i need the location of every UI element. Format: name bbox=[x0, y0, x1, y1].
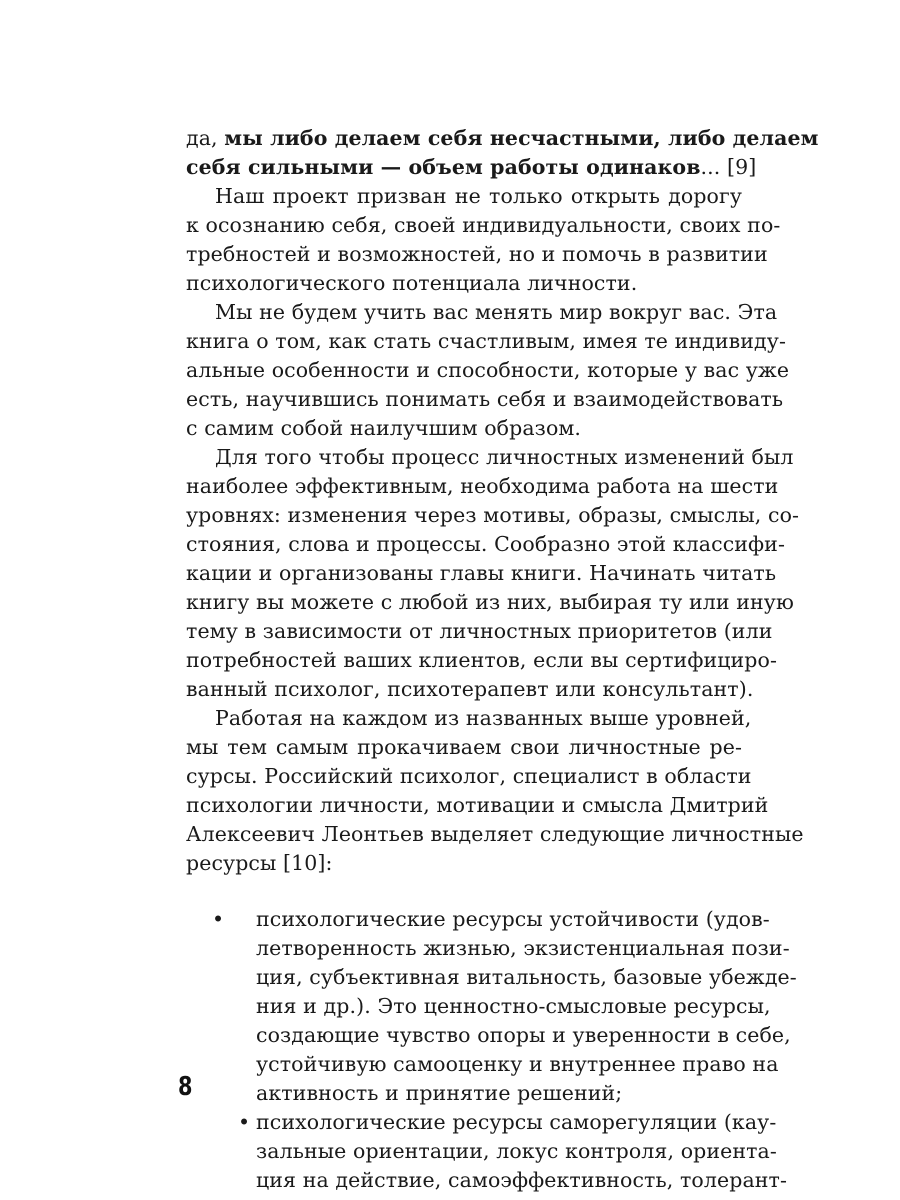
paragraph-line: Для того чтобы процесс личностных изменений был bbox=[215, 445, 794, 469]
paragraph-line: стояния, слова и процессы. Сообразно этой классифи- bbox=[186, 532, 785, 556]
paragraph-line: Наш проект призван не только открыть дорогу bbox=[215, 184, 742, 208]
spacer bbox=[186, 878, 742, 905]
resource-list bbox=[186, 905, 797, 1195]
paragraph-line: Алексеевич Леонтьев выделяет следующие личностные bbox=[186, 822, 804, 846]
list-line: ция на действие, самоэффективность, толерант- bbox=[256, 1168, 787, 1192]
body-text bbox=[186, 124, 819, 1195]
paragraph-line: ресурсы [10]: bbox=[186, 851, 333, 875]
paragraph-line: наиболее эффективным, необходима работа на шести bbox=[186, 474, 779, 498]
paragraph-2 bbox=[186, 298, 790, 443]
paragraph-line: психологического потенциала личности. bbox=[186, 271, 638, 295]
list-line: активность и принятие решений; bbox=[256, 1081, 623, 1105]
list-line: зальные ориентации, локус контроля, ориента- bbox=[256, 1139, 777, 1163]
list-line: ния и др.). Это ценностно-смысловые ресурсы, bbox=[256, 994, 771, 1018]
list-item bbox=[186, 905, 797, 1108]
paragraph-3 bbox=[186, 443, 800, 704]
bullet-icon: • bbox=[238, 1110, 251, 1134]
paragraph-line: Мы не будем учить вас менять мир вокруг вас. Эта bbox=[215, 300, 778, 324]
intro-bold-1: мы либо делаем себя несчастными, либо делаем bbox=[224, 126, 819, 150]
paragraph-line: есть, научившись понимать себя и взаимодействовать bbox=[186, 387, 784, 411]
list-line: психологические ресурсы саморегуляции (кау- bbox=[256, 1110, 777, 1134]
paragraph-line: книга о том, как стать счастливым, имея те индивиду- bbox=[186, 329, 786, 353]
list-line: психологические ресурсы устойчивости (удов- bbox=[256, 907, 770, 931]
paragraph-line: уровнях: изменения через мотивы, образы, смыслы, со- bbox=[186, 503, 800, 527]
paragraph-line: сурсы. Российский психолог, специалист в области bbox=[186, 764, 752, 788]
paragraph-line: потребностей ваших клиентов, если вы сертифициро- bbox=[186, 648, 777, 672]
paragraph-1 bbox=[186, 182, 781, 298]
paragraph-4 bbox=[186, 704, 804, 878]
list-line: ция, субъективная витальность, базовые убежде- bbox=[256, 965, 797, 989]
list-line: создающие чувство опоры и уверенности в себе, bbox=[256, 1023, 791, 1047]
paragraph-line: альные особенности и способности, которые у вас уже bbox=[186, 358, 790, 382]
paragraph-line: мы тем самым прокачиваем свои личностные ре- bbox=[186, 735, 742, 759]
list-line: летворенность жизнью, экзистенциальная пози- bbox=[256, 936, 790, 960]
intro-line-2 bbox=[186, 153, 757, 182]
paragraph-line: кации и организованы главы книги. Начинать читать bbox=[186, 561, 777, 585]
paragraph-line: Работая на каждом из названных выше уровней, bbox=[215, 706, 752, 730]
list-line: устойчивую самооценку и внутреннее право на bbox=[256, 1052, 779, 1076]
intro-prefix: да, bbox=[186, 126, 225, 150]
paragraph-line: психологии личности, мотивации и смысла Дмитрий bbox=[186, 793, 769, 817]
paragraph-line: тему в зависимости от личностных приоритетов (или bbox=[186, 619, 773, 643]
paragraph-line: требностей и возможностей, но и помочь в развитии bbox=[186, 242, 768, 266]
bullet-icon: • bbox=[212, 907, 225, 931]
paragraph-line: ванный психолог, психотерапевт или консультант). bbox=[186, 677, 754, 701]
paragraph-line: с самим собой наилучшим образом. bbox=[186, 416, 582, 440]
page-number: 8 bbox=[178, 1072, 193, 1102]
intro-suffix: ... [9] bbox=[700, 155, 757, 179]
paragraph-line: книгу вы можете с любой из них, выбирая ту или иную bbox=[186, 590, 794, 614]
intro-bold-2: себя сильными — объем работы одинаков bbox=[186, 155, 701, 179]
list-item bbox=[186, 1108, 787, 1195]
intro-line-1 bbox=[186, 124, 819, 153]
paragraph-line: к осознанию себя, своей индивидуальности, своих по- bbox=[186, 213, 781, 237]
